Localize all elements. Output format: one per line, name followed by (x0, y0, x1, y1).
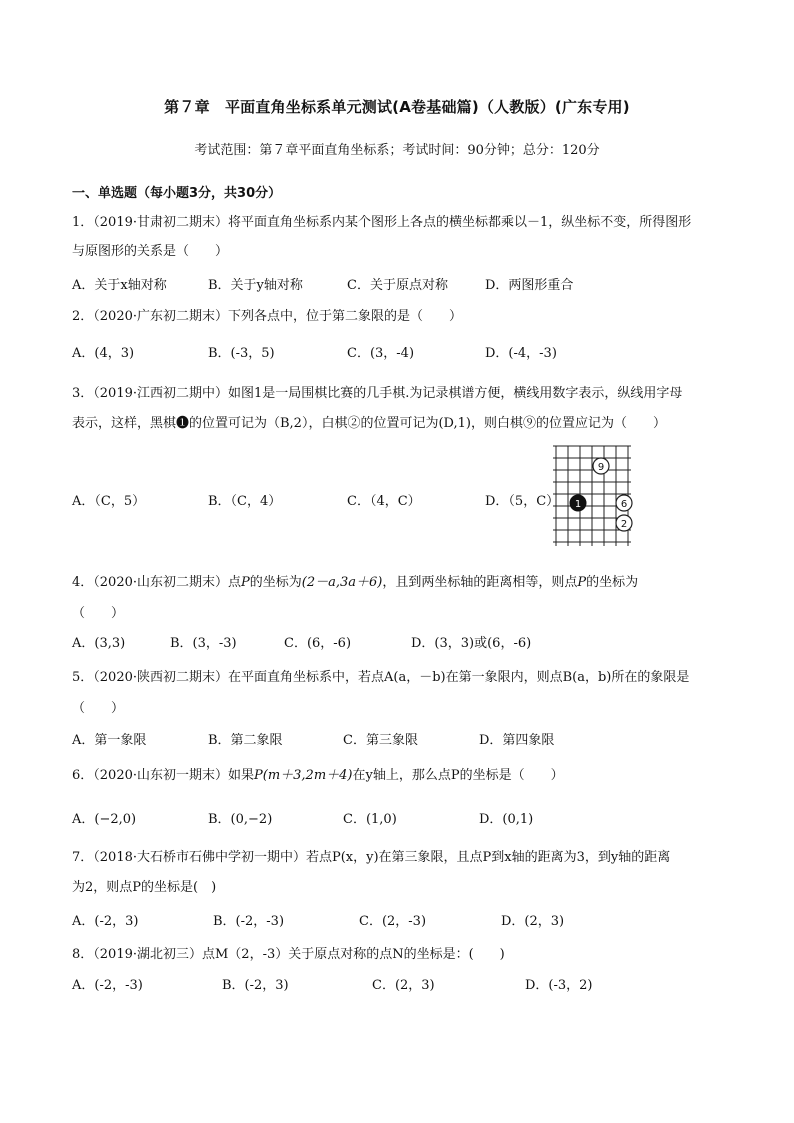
question-7-option-b: B．(-2，-3) (213, 914, 285, 929)
question-1-option-b: B．关于y轴对称 (208, 278, 303, 293)
question-2-option-d: D．(-4，-3) (485, 346, 557, 361)
question-1-stem-line-2: 与原图形的关系是（ ） (72, 244, 229, 259)
question-7-option-a: A．(-2，3) (72, 914, 139, 929)
question-4-point-var: P (241, 575, 250, 590)
question-8-option-a: A．(-2，-3) (72, 978, 143, 993)
question-7-stem-line-2: 为2，则点P的坐标是( ) (72, 880, 217, 895)
question-5-stem-line-2: （ ） (72, 701, 125, 716)
section-heading: 一、单选题（每小题3分，共30分） (72, 186, 282, 201)
question-8-option-d: D．(-3，2) (525, 978, 593, 993)
question-6-point-expression: P(m＋3,2m＋4) (254, 768, 353, 783)
question-3-option-c: C．（4，C） (347, 494, 421, 509)
question-8-option-c: C．(2，3) (372, 978, 435, 993)
question-3-option-b: B．（C，4） (208, 494, 282, 509)
question-4-option-a: A．(3,3) (72, 636, 126, 651)
question-7-stem-line-1: 7．（2018·大石桥市石佛中学初一期中）若点P(x，y)在第三象限，且点P到x轴的距离为3，到y轴的距离 (72, 850, 671, 865)
question-5-stem-line-1: 5．（2020·陕西初二期末）在平面直角坐标系中，若点A(a，－b)在第一象限内，则点B(a，b)所在的象限是 (72, 670, 690, 685)
question-4-option-c: C．(6，-6) (284, 636, 352, 651)
question-4-stem-post: ，且到两坐标轴的距离相等，则点 (382, 575, 578, 590)
question-1-option-a: A．关于x轴对称 (72, 278, 167, 293)
question-2-option-b: B．(-3，5) (208, 346, 275, 361)
white-stone-2 (616, 515, 632, 531)
question-4-stem-mid: 的坐标为 (249, 575, 302, 590)
white-stone-6-label: 6 (620, 499, 628, 510)
question-6-option-d: D．(0,1) (479, 812, 534, 827)
black-stone-1-label: 1 (574, 499, 582, 510)
question-5-option-b: B．第二象限 (208, 733, 283, 748)
question-1-option-d: D．两图形重合 (485, 278, 574, 293)
question-2-option-a: A．(4，3) (72, 346, 135, 361)
question-5-option-d: D．第四象限 (479, 733, 555, 748)
question-6-stem-post: 在y轴上，那么点P的坐标是（ ） (352, 768, 564, 783)
question-6-option-a: A．(−2,0) (72, 812, 137, 827)
question-4-option-b: B．(3，-3) (170, 636, 237, 651)
question-5-option-a: A．第一象限 (72, 733, 147, 748)
question-3-option-a: A．（C，5） (72, 494, 146, 509)
question-5-option-c: C．第三象限 (343, 733, 418, 748)
question-3-option-d: D．（5，C） (485, 494, 560, 509)
white-stone-6 (616, 495, 632, 511)
question-2-option-c: C．(3，-4) (347, 346, 415, 361)
question-3-stem-line-2: 表示，这样，黑棋❶的位置可记为（B,2），白棋②的位置可记为(D,1)，则白棋⑨的位置应记为（ ） (72, 416, 666, 431)
question-7-option-d: D．(2，3) (501, 914, 565, 929)
question-8-option-b: B．(-2，3) (222, 978, 289, 993)
white-stone-9-label: 9 (597, 462, 605, 473)
question-6-stem-prefix: 6．（2020·山东初一期末）如果 (72, 768, 254, 783)
question-4-stem-line-2: （ ） (72, 606, 125, 621)
question-4-stem-end: 的坐标为 (586, 575, 639, 590)
question-6-stem (72, 764, 564, 783)
question-4-stem-prefix: 4．（2020·山东初二期末）点 (72, 575, 241, 590)
page-title: 第７章 平面直角坐标系单元测试(A卷基础篇)（人教版）(广东专用) (164, 98, 630, 116)
question-6-option-b: B．(0,−2) (208, 812, 273, 827)
question-1-stem-line-1: 1．（2019·甘肃初二期末）将平面直角坐标系内某个图形上各点的横坐标都乘以－1，纵坐标不变，所得图形 (72, 215, 692, 230)
black-stone-1 (570, 495, 586, 511)
question-6-option-c: C．(1,0) (343, 812, 397, 827)
exam-info: 考试范围：第７章平面直角坐标系；考试时间：90分钟；总分：120分 (194, 143, 600, 158)
question-7-option-c: C．(2，-3) (359, 914, 427, 929)
question-2-stem: 2．（2020·广东初二期末）下列各点中，位于第二象限的是（ ） (72, 309, 462, 324)
question-4-option-d: D．(3，3)或(6，-6) (411, 636, 532, 651)
question-4-coordinate-expression: (2－a,3a＋6) (301, 575, 383, 590)
white-stone-2-label: 2 (620, 519, 628, 530)
question-4-stem-line-1 (72, 571, 638, 590)
question-8-stem: 8．（2019·湖北初三）点M（2，-3）关于原点对称的点N的坐标是：( ) (72, 947, 505, 962)
question-1-option-c: C．关于原点对称 (347, 278, 448, 293)
question-3-stem-line-1: 3．（2019·江西初二期中）如图1是一局围棋比赛的几手棋.为记录棋谱方便，横线用数字表示，纵线用字母 (72, 386, 683, 401)
go-board-figure (550, 443, 642, 549)
question-4-point-var-2: P (577, 575, 587, 590)
white-stone-9 (593, 458, 609, 474)
